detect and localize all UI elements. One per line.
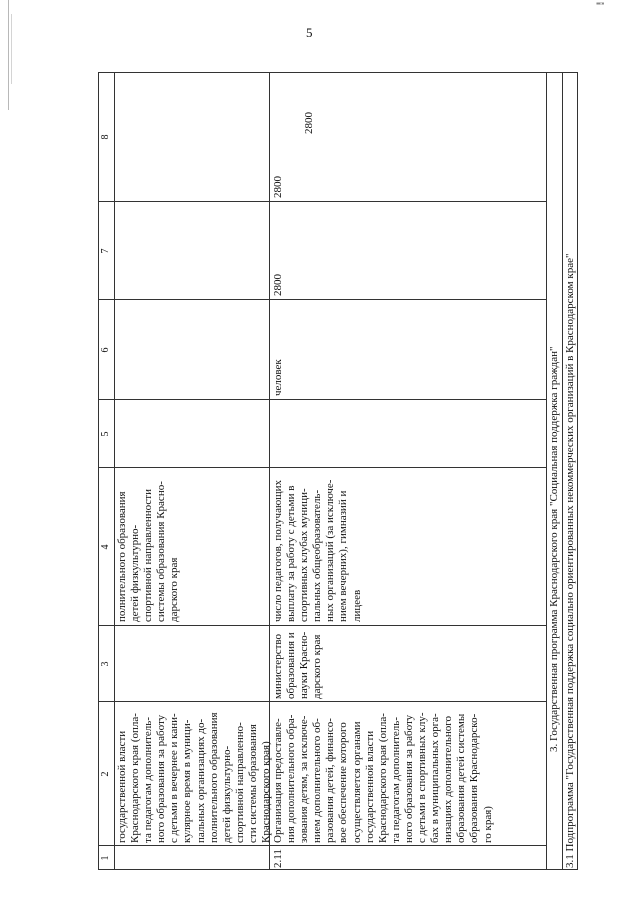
col-header-1: 1 (100, 855, 111, 861)
col-divider (98, 201, 546, 202)
text-line: ного образования за работу (402, 714, 415, 843)
text-line: выплату за работу с детьми в (285, 485, 298, 622)
text-line: та педагогам дополнитель- (142, 717, 155, 843)
text-line: Краснодарского края (опла- (376, 713, 389, 843)
text-line: детей физкультурно- (220, 745, 233, 843)
row-2-11-value-col8: 2800 (303, 112, 315, 134)
col-divider (98, 845, 546, 846)
text-line: образования детей системы (455, 713, 468, 843)
text-line: Краснодарского края) (260, 741, 273, 843)
text-line: бах в муниципальных орга- (429, 713, 442, 843)
text-line: кулярное время в муници- (181, 719, 194, 843)
text-line: с детьми в спортивных клу- (416, 712, 429, 843)
col-header-3: 3 (100, 661, 111, 667)
col-divider (98, 701, 546, 702)
col-divider (98, 467, 546, 468)
text-line: полнительного образования (207, 712, 220, 843)
scan-artifact-mark: ▪▪▫▪ (596, 0, 604, 8)
text-line: та педагогам дополнитель- (389, 717, 402, 843)
col-divider (98, 299, 546, 300)
col-header-5: 5 (100, 431, 111, 437)
text-line: спортивной направленности (142, 489, 155, 622)
text-line: дарского края (168, 557, 181, 622)
text-line: число педагогов, получающих (272, 479, 284, 622)
row-2-11-unit: человек (272, 359, 284, 396)
row-cont-col2 (116, 712, 273, 843)
text-line: государственной власти (363, 730, 376, 843)
text-line: образования и (285, 632, 298, 699)
text-line: Организация предоставле- (272, 718, 284, 843)
text-line: ного образования за работу (155, 714, 168, 843)
text-line: министерство (272, 633, 284, 699)
text-line: го края) (481, 806, 494, 843)
text-line: лицеев (350, 589, 363, 622)
scan-edge-line-faint (11, 14, 12, 84)
text-line: детей физкультурно- (129, 524, 142, 622)
row-2-11-number: 2.11 (272, 849, 284, 868)
col-header-8: 8 (100, 134, 111, 140)
row-2-11-value-col6: 2800 (272, 274, 284, 296)
text-line: нием дополнительного об- (311, 718, 324, 843)
col-header-2: 2 (100, 771, 111, 777)
text-line: ных организаций (за исключе- (324, 479, 337, 622)
text-line: пальных общеобразователь- (311, 489, 324, 622)
row-2-11-col2 (272, 712, 495, 843)
col-header-7: 7 (100, 248, 111, 254)
text-line: ния дополнительного обра- (285, 714, 298, 843)
section-rule (546, 72, 547, 870)
text-line: зования детям, за исключе- (298, 715, 311, 843)
page-number: 5 (306, 25, 313, 40)
text-line: полнительного образования (116, 491, 128, 622)
header-rule (114, 72, 115, 870)
col-divider (98, 625, 546, 626)
subsection-3-1-heading: 3.1 Подпрограмма "Государственная поддержка социально ориентированных некоммерческих организаций в Краснодарском крае" (564, 253, 576, 868)
col-divider (98, 399, 546, 400)
text-line: Краснодарского края (опла- (129, 713, 142, 843)
row-2-11-col4 (272, 480, 364, 622)
text-line: вое обеспечение которого (337, 722, 350, 843)
text-line: спортивных клубах муници- (298, 488, 311, 622)
row-2-11-col3 (272, 632, 324, 699)
text-line: нием вечерних), гимназий и (337, 490, 350, 622)
row-cont-col4 (116, 481, 181, 622)
text-line: с детьми в вечернее и кани- (168, 713, 181, 843)
text-line: спортивной направленно- (233, 722, 246, 843)
scan-edge-line (8, 0, 9, 110)
text-line: системы образования Красно- (155, 481, 168, 622)
col-header-6: 6 (100, 347, 111, 353)
text-line: сти системы образования (246, 724, 259, 843)
text-line: науки Красно- (298, 631, 311, 699)
text-line: образования Краснодарско- (468, 713, 481, 843)
row-2-11-value-col7: 2800 (272, 176, 284, 198)
text-line: государственной власти (116, 730, 128, 843)
text-line: пальных организациях до- (194, 718, 207, 843)
subsection-rule (562, 72, 563, 870)
rotated-table (98, 72, 578, 870)
text-line: дарского края (311, 634, 324, 699)
col-header-4: 4 (100, 544, 111, 550)
text-line: разования детей, финансо- (324, 718, 337, 843)
text-line: низациях дополнительного (442, 715, 455, 843)
section-3-heading: 3. Государственная программа Краснодарского края "Социальная поддержка граждан" (548, 346, 560, 752)
text-line: осуществляется органами (350, 721, 363, 843)
